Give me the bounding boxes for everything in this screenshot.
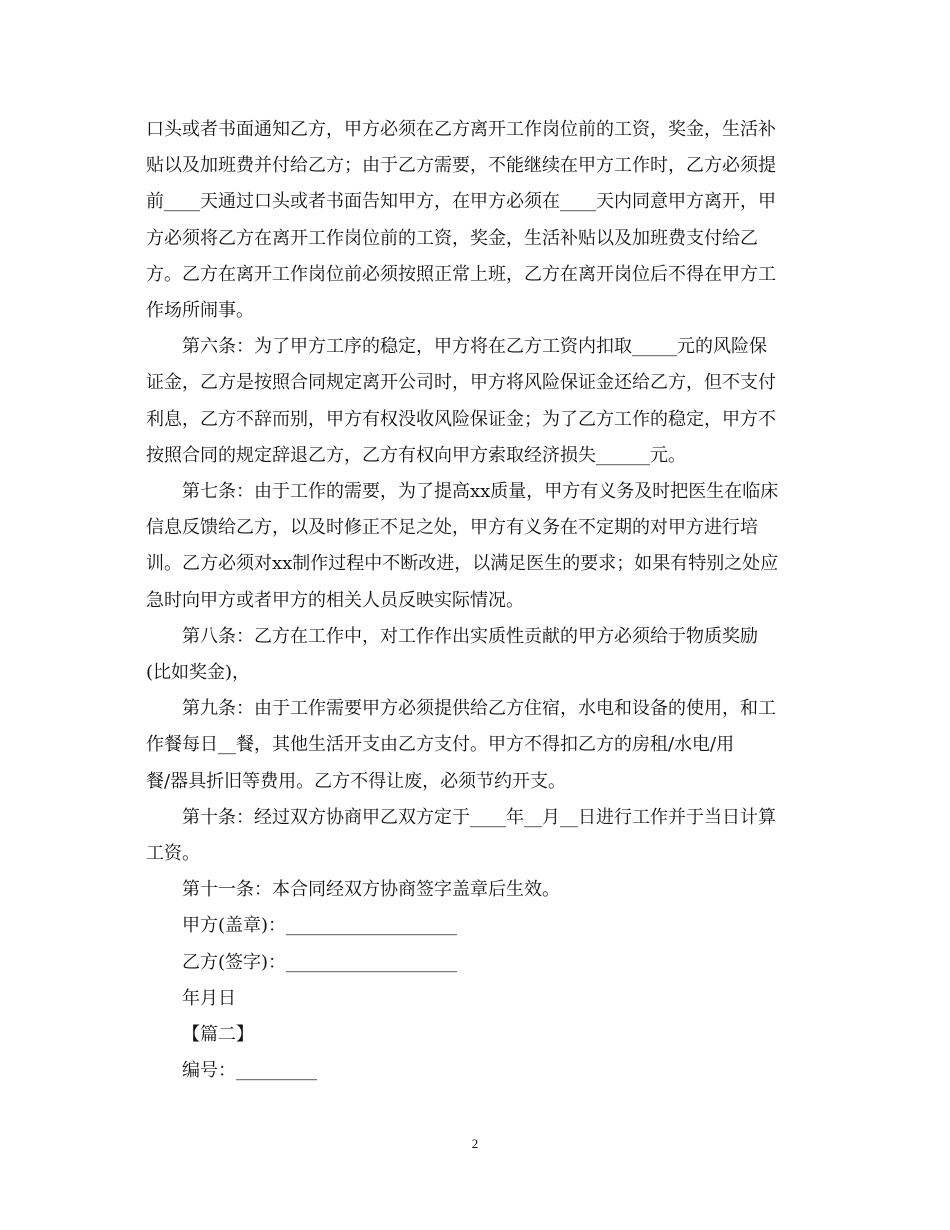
clause-eight bbox=[146, 619, 806, 691]
text-line: 训。乙方必须对xx制作过程中不断改进，以满足医生的要求；如果有特别之处应 bbox=[146, 553, 779, 575]
text-line: 第八条：乙方在工作中，对工作作出实质性贡献的甲方必须给于物质奖励 bbox=[182, 625, 758, 647]
text-line: 按照合同的规定辞退乙方，乙方有权向甲方索取经济损失______元。 bbox=[146, 444, 686, 466]
text-line: 第六条：为了甲方工序的稳定，甲方将在乙方工资内扣取_____元的风险保 bbox=[182, 336, 767, 358]
number-field: 编号：_________ bbox=[182, 1060, 317, 1082]
text-line: 信息反馈给乙方，以及时修正不足之处，甲方有义务在不定期的对甲方进行培 bbox=[146, 517, 758, 539]
clause-seven bbox=[146, 474, 806, 619]
text-line: (比如奖金)， bbox=[146, 662, 251, 684]
party-a-seal-line: 甲方(盖章)：___________________ bbox=[182, 915, 458, 937]
text-line: 工资。 bbox=[146, 843, 200, 865]
document-body bbox=[146, 112, 806, 1089]
text-line: 利息，乙方不辞而别，甲方有权没收风险保证金；为了乙方工作的稳定，甲方不 bbox=[146, 408, 776, 430]
clause-eleven: 第十一条：本合同经双方协商签字盖章后生效。 bbox=[182, 879, 560, 901]
page-number: 2 bbox=[471, 1136, 479, 1151]
paragraph-termination-notice bbox=[146, 112, 806, 329]
section-heading: 【篇二】 bbox=[182, 1024, 254, 1046]
text-line: 方必须将乙方在离开工作岗位前的工资，奖金，生活补贴以及加班费支付给乙 bbox=[146, 227, 758, 249]
text-line: 贴以及加班费并付给乙方；由于乙方需要，不能继续在甲方工作时，乙方必须提 bbox=[146, 155, 776, 177]
clause-ten bbox=[146, 800, 806, 872]
text-line: 证金，乙方是按照合同规定离开公司时，甲方将风险保证金还给乙方，但不支付 bbox=[146, 372, 776, 394]
text-line: 第九条：由于工作需要甲方必须提供给乙方住宿，水电和设备的使用，和工 bbox=[182, 698, 776, 720]
clause-nine bbox=[146, 691, 806, 800]
text-line: 作场所闹事。 bbox=[146, 300, 254, 322]
text-line: 方。乙方在离开工作岗位前必须按照正常上班，乙方在离开岗位后不得在甲方工 bbox=[146, 263, 776, 285]
clause-six bbox=[146, 329, 806, 474]
text-line: 餐/器具折旧等费用。乙方不得让废，必须节约开支。 bbox=[146, 770, 567, 792]
text-line: 第七条：由于工作的需要，为了提高xx质量，甲方有义务及时把医生在临床 bbox=[182, 481, 779, 503]
party-b-signature-line: 乙方(签字)：___________________ bbox=[182, 951, 458, 973]
text-line: 第十条：经过双方协商甲乙双方定于____年__月__日进行工作并于当日计算 bbox=[182, 806, 776, 828]
text-line: 前____天通过口头或者书面告知甲方，在甲方必须在____天内同意甲方离开，甲 bbox=[146, 191, 776, 213]
text-line: 口头或者书面通知乙方，甲方必须在乙方离开工作岗位前的工资，奖金，生活补 bbox=[146, 119, 776, 140]
date-line: 年月日 bbox=[182, 987, 236, 1009]
text-line: 作餐每日__餐，其他生活开支由乙方支付。甲方不得扣乙方的房租/水电/用 bbox=[146, 734, 735, 756]
text-line: 急时向甲方或者甲方的相关人员反映实际情况。 bbox=[146, 589, 524, 611]
